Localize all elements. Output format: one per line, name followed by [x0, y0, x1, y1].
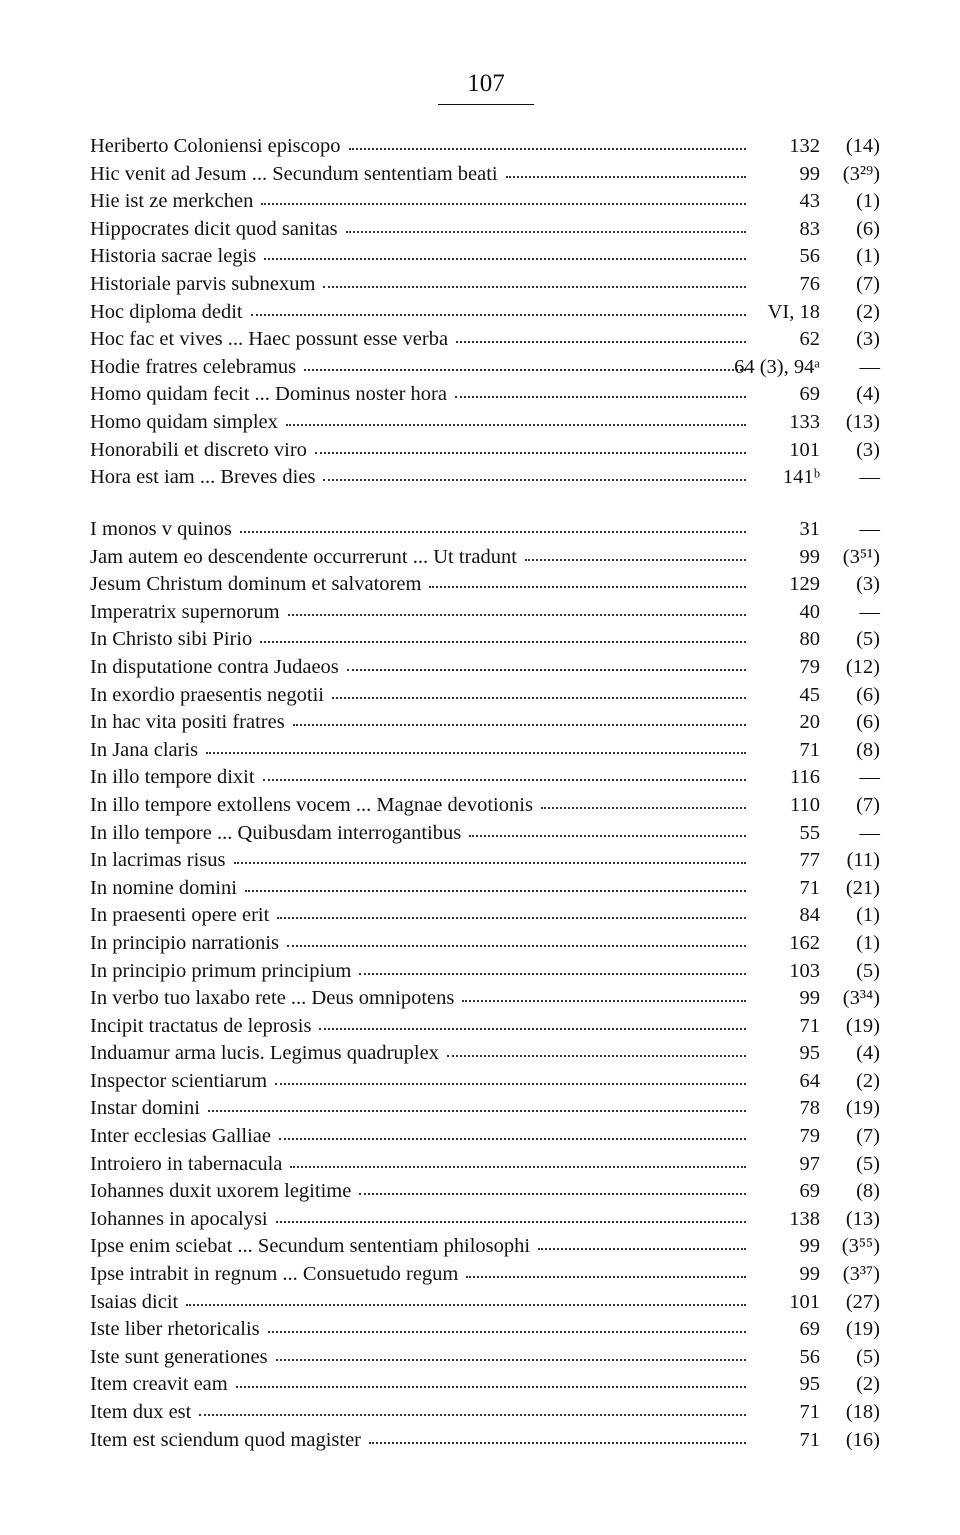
dot-leader — [349, 148, 746, 150]
entry-reference: — — [859, 466, 880, 489]
entry-phrase-line — [90, 1399, 748, 1425]
entry-incipit: In hac vita positi fratres — [90, 711, 285, 734]
entry-page-number: 77 — [799, 849, 820, 872]
index-entry — [84, 847, 884, 875]
entry-phrase-line — [90, 1151, 748, 1177]
entry-phrase-line — [90, 654, 748, 680]
entry-phrase-line — [90, 1178, 748, 1204]
entry-phrase-line — [90, 930, 748, 956]
index-entry — [84, 161, 884, 189]
entry-page-number: 162 — [789, 931, 820, 954]
entry-reference: — — [859, 518, 880, 540]
entry-reference: (6) — [856, 711, 880, 734]
entry-phrase-line — [90, 1206, 748, 1232]
entry-incipit: In illo tempore ... Quibusdam interrogantibus — [90, 821, 462, 844]
entry-incipit: In disputatione contra Judaeos — [90, 655, 339, 678]
entry-reference: (3³⁷) — [842, 1263, 880, 1286]
dot-leader — [287, 945, 746, 947]
index-entry — [84, 1261, 884, 1289]
entry-page-number: 55 — [799, 821, 820, 844]
entry-page-number: VI, 18 — [767, 300, 820, 323]
dot-leader — [276, 1359, 746, 1361]
entry-phrase-line — [90, 764, 748, 790]
entry-page-number: 99 — [799, 1263, 820, 1286]
entry-phrase-line — [90, 847, 748, 873]
entry-reference: (7) — [856, 793, 880, 816]
entry-page-number: 64 — [799, 1069, 820, 1092]
entry-incipit: In verbo tuo laxabo rete ... Deus omnipotens — [90, 987, 455, 1010]
dot-leader — [277, 917, 746, 919]
entry-reference: (19) — [845, 1318, 880, 1341]
entry-incipit: In illo tempore extollens vocem ... Magnae devotionis — [90, 793, 533, 816]
index-entry — [84, 930, 884, 958]
entry-page-number: 79 — [799, 655, 820, 678]
dot-leader — [455, 396, 746, 398]
entry-incipit: Hie ist ze merkchen — [90, 190, 254, 213]
index-entry — [84, 1344, 884, 1372]
entry-incipit: In principio primum principium — [90, 959, 352, 982]
entry-incipit: Ipse intrabit in regnum ... Consuetudo regum — [90, 1263, 459, 1286]
entry-reference: (5) — [856, 1345, 880, 1368]
entry-phrase-line — [90, 1040, 748, 1066]
index-entry — [84, 1399, 884, 1427]
entry-page-number: 62 — [799, 328, 820, 351]
entry-page-number: 99 — [799, 162, 820, 185]
entry-phrase-line — [90, 1068, 748, 1094]
entry-reference: (27) — [845, 1290, 880, 1313]
entry-phrase-line — [90, 1289, 748, 1315]
dot-leader — [236, 1386, 746, 1388]
entry-phrase-line — [90, 1123, 748, 1149]
index-entry — [84, 133, 884, 161]
entry-phrase-line — [90, 133, 748, 159]
dot-leader — [288, 614, 746, 616]
entry-reference: (3) — [856, 438, 880, 461]
index-entry — [84, 299, 884, 327]
entry-page-number: 99 — [799, 1235, 820, 1258]
entry-reference: (13) — [845, 1207, 880, 1230]
index-entry — [84, 1371, 884, 1399]
entry-page-number: 31 — [799, 518, 820, 540]
entry-reference: (4) — [856, 1042, 880, 1065]
entry-reference: (3³⁴) — [842, 987, 880, 1010]
dot-leader — [263, 779, 746, 781]
entry-reference: (4) — [856, 383, 880, 406]
entry-page-number: 69 — [799, 1318, 820, 1341]
index-entry — [84, 243, 884, 271]
entry-phrase-line — [90, 326, 748, 352]
index-entry — [84, 1068, 884, 1096]
index-group-h — [84, 133, 884, 492]
index-entry — [84, 409, 884, 437]
entry-phrase-line — [90, 271, 748, 297]
dot-leader — [346, 231, 746, 233]
entry-reference: — — [859, 766, 880, 789]
entry-incipit: Homo quidam fecit ... Dominus noster hora — [90, 383, 447, 406]
index-entry — [84, 271, 884, 299]
entry-page-number: 56 — [799, 1345, 820, 1368]
entry-page-number: 71 — [799, 876, 820, 899]
entry-reference: (1) — [856, 190, 880, 213]
entry-incipit: In exordio praesentis negotii — [90, 683, 324, 706]
entry-phrase-line — [90, 1371, 748, 1397]
entry-incipit: Hodie fratres celebramus — [90, 355, 297, 378]
entry-incipit: In nomine domini — [90, 876, 237, 899]
entry-page-number: 95 — [799, 1042, 820, 1065]
entry-phrase-line — [90, 571, 748, 597]
entry-reference: (2) — [856, 300, 880, 323]
entry-phrase-line — [90, 1316, 748, 1342]
index-entry — [84, 516, 884, 544]
index-entry — [84, 216, 884, 244]
index-entry — [84, 354, 884, 382]
entry-incipit: Item dux est — [90, 1401, 192, 1423]
entry-page-number: 43 — [799, 190, 820, 213]
entry-page-number: 103 — [789, 959, 820, 982]
dot-leader — [315, 452, 746, 454]
index-entry — [84, 737, 884, 765]
entry-page-number: 116 — [790, 766, 820, 789]
entry-reference: (1) — [856, 245, 880, 268]
entry-incipit: I monos v quinos — [90, 518, 232, 540]
entry-page-number: 76 — [799, 272, 820, 295]
entry-incipit: Item est sciendum quod magister — [90, 1428, 361, 1451]
entry-phrase-line — [90, 216, 748, 242]
entry-incipit: Jam autem eo descendente occurrerunt ... Ut tradunt — [90, 545, 517, 568]
entry-incipit: Iste sunt generationes — [90, 1345, 268, 1368]
dot-leader — [261, 203, 746, 205]
entry-page-number: 99 — [799, 987, 820, 1010]
entry-phrase-line — [90, 188, 748, 214]
entry-phrase-line — [90, 409, 748, 435]
entry-reference: (19) — [845, 1097, 880, 1120]
entry-reference: (19) — [845, 1014, 880, 1037]
entry-incipit: Hora est iam ... Breves dies — [90, 466, 316, 489]
dot-leader — [506, 176, 746, 178]
index-entry — [84, 1123, 884, 1151]
entry-reference: (5) — [856, 628, 880, 651]
entry-phrase-line — [90, 437, 748, 463]
entry-incipit: In lacrimas risus — [90, 849, 226, 872]
dot-leader — [304, 369, 746, 371]
entry-incipit: In praesenti opere erit — [90, 904, 270, 927]
dot-leader — [323, 479, 746, 481]
index-entry — [84, 326, 884, 354]
dot-leader — [240, 531, 746, 533]
entry-reference: (6) — [856, 217, 880, 240]
entry-reference: — — [859, 355, 880, 378]
entry-reference: (2) — [856, 1373, 880, 1396]
entry-incipit: Homo quidam simplex — [90, 410, 278, 433]
dot-leader — [276, 1221, 746, 1223]
entry-reference: (5) — [856, 959, 880, 982]
dot-leader — [268, 1331, 746, 1333]
index-entry — [84, 1151, 884, 1179]
entry-reference: (2) — [856, 1069, 880, 1092]
dot-leader — [293, 724, 746, 726]
index-entry — [84, 571, 884, 599]
dot-leader — [260, 641, 746, 643]
entry-page-number: 80 — [799, 628, 820, 651]
entry-reference: (3) — [856, 328, 880, 351]
entry-phrase-line — [90, 985, 748, 1011]
entry-page-number: 101 — [789, 438, 820, 461]
entry-incipit: Item creavit eam — [90, 1373, 228, 1396]
entry-page-number: 101 — [789, 1290, 820, 1313]
dot-leader — [447, 1055, 746, 1057]
entry-page-number: 40 — [799, 600, 820, 623]
entry-page-number: 71 — [799, 1428, 820, 1451]
entry-phrase-line — [90, 626, 748, 652]
entry-incipit: Heriberto Coloniensi episcopo — [90, 135, 341, 157]
entry-page-number: 71 — [799, 1401, 820, 1423]
entry-incipit: Hippocrates dicit quod sanitas — [90, 217, 338, 240]
entry-reference: (6) — [856, 683, 880, 706]
entry-reference: (3⁵⁵) — [841, 1235, 880, 1258]
dot-leader — [279, 1138, 746, 1140]
entry-phrase-line — [90, 1261, 748, 1287]
entry-page-number: 69 — [799, 383, 820, 406]
entry-reference: — — [859, 821, 880, 844]
entry-phrase-line — [90, 1344, 748, 1370]
entry-page-number: 56 — [799, 245, 820, 268]
entry-page-number: 45 — [799, 683, 820, 706]
entry-page-number: 78 — [799, 1097, 820, 1120]
index-entry — [84, 1316, 884, 1344]
entry-phrase-line — [90, 1427, 748, 1453]
entry-page-number: 64 (3), 94ᵃ — [734, 355, 820, 378]
entry-phrase-line — [90, 902, 748, 928]
entry-incipit: Honorabili et discreto viro — [90, 438, 307, 461]
entry-incipit: Incipit tractatus de leprosis — [90, 1014, 312, 1037]
index-entry — [84, 599, 884, 627]
index-group-i — [84, 516, 884, 1454]
entry-reference: (16) — [845, 1428, 880, 1451]
entry-page-number: 97 — [799, 1152, 820, 1175]
index-entry — [84, 626, 884, 654]
entry-page-number: 79 — [799, 1125, 820, 1148]
dot-leader — [359, 973, 746, 975]
index-entry — [84, 875, 884, 903]
entry-incipit: Inspector scientiarum — [90, 1069, 268, 1092]
entry-incipit: Ipse enim sciebat ... Secundum sententiam philosophi — [90, 1235, 531, 1258]
dot-leader — [245, 890, 746, 892]
index-entry — [84, 792, 884, 820]
entry-phrase-line — [90, 875, 748, 901]
index-entry — [84, 985, 884, 1013]
dot-leader — [359, 1193, 746, 1195]
entry-incipit: Historiale parvis subnexum — [90, 272, 316, 295]
dot-leader — [541, 807, 746, 809]
index-entry — [84, 464, 884, 492]
dot-leader — [290, 1166, 746, 1168]
entry-reference: (11) — [846, 849, 880, 872]
dot-leader — [264, 258, 746, 260]
entry-reference: (1) — [856, 931, 880, 954]
entry-phrase-line — [90, 516, 748, 542]
index-entry — [84, 1178, 884, 1206]
entry-page-number: 133 — [789, 410, 820, 433]
index-entry — [84, 1095, 884, 1123]
entry-page-number: 71 — [799, 1014, 820, 1037]
entry-phrase-line — [90, 792, 748, 818]
entry-reference: — — [859, 600, 880, 623]
entry-phrase-line — [90, 544, 748, 570]
dot-leader — [332, 697, 746, 699]
entry-incipit: Induamur arma lucis. Legimus quadruplex — [90, 1042, 439, 1065]
entry-reference: (7) — [856, 272, 880, 295]
index-entry — [84, 654, 884, 682]
entry-page-number: 129 — [789, 573, 820, 596]
dot-leader — [275, 1083, 746, 1085]
entry-phrase-line — [90, 820, 748, 846]
entry-incipit: Isaias dicit — [90, 1290, 179, 1313]
entry-incipit: In illo tempore dixit — [90, 766, 255, 789]
dot-leader — [199, 1414, 746, 1416]
entry-phrase-line — [90, 299, 748, 325]
entry-incipit: Imperatrix supernorum — [90, 600, 280, 623]
dot-leader — [323, 286, 746, 288]
entry-phrase-line — [90, 682, 748, 708]
entry-phrase-line — [90, 1013, 748, 1039]
index-entry — [84, 1427, 884, 1455]
entry-reference: (13) — [845, 410, 880, 433]
entry-page-number: 95 — [799, 1373, 820, 1396]
dot-leader — [206, 752, 746, 754]
page-number-rule — [438, 104, 534, 105]
dot-leader — [538, 1248, 746, 1250]
dot-leader — [469, 835, 746, 837]
entry-phrase-line — [90, 737, 748, 763]
entry-incipit: Inter ecclesias Galliae — [90, 1125, 271, 1148]
entry-page-number: 71 — [799, 738, 820, 761]
entry-phrase-line — [90, 1095, 748, 1121]
entry-incipit: Hoc diploma dedit — [90, 300, 243, 323]
index-entry — [84, 709, 884, 737]
entry-reference: (21) — [845, 876, 880, 899]
entry-phrase-line — [90, 354, 748, 380]
index-entry — [84, 188, 884, 216]
dot-leader — [462, 1000, 746, 1002]
entry-incipit: Introiero in tabernacula — [90, 1152, 283, 1175]
entry-incipit: In principio narrationis — [90, 931, 280, 954]
index-entry — [84, 958, 884, 986]
entry-incipit: Hic venit ad Jesum ... Secundum sententiam beati — [90, 162, 498, 185]
entry-phrase-line — [90, 464, 748, 490]
entry-reference: (7) — [856, 1125, 880, 1148]
entry-phrase-line — [90, 958, 748, 984]
index-entry — [84, 1013, 884, 1041]
entry-phrase-line — [90, 381, 748, 407]
entry-page-number: 69 — [799, 1180, 820, 1203]
entry-page-number: 141ᵇ — [782, 466, 820, 489]
index-entry — [84, 544, 884, 572]
entry-reference: (1) — [856, 904, 880, 927]
entry-reference: (3) — [856, 573, 880, 596]
entry-reference: (3²⁹) — [842, 162, 880, 185]
dot-leader — [319, 1028, 746, 1030]
dot-leader — [429, 586, 746, 588]
dot-leader — [347, 669, 746, 671]
dot-leader — [186, 1304, 746, 1306]
entry-reference: (3⁵¹) — [842, 545, 880, 568]
index-entry — [84, 682, 884, 710]
dot-leader — [456, 341, 746, 343]
index-entry — [84, 1233, 884, 1261]
entry-page-number: 20 — [799, 711, 820, 734]
entry-incipit: Jesum Christum dominum et salvatorem — [90, 573, 422, 596]
entry-incipit: In Jana claris — [90, 738, 199, 761]
entry-incipit: Iohannes duxit uxorem legitime — [90, 1180, 352, 1203]
index-entry — [84, 902, 884, 930]
entry-reference: (8) — [856, 738, 880, 761]
index-entry — [84, 764, 884, 792]
entry-reference: (12) — [845, 655, 880, 678]
entry-phrase-line — [90, 243, 748, 269]
dot-leader — [208, 1110, 746, 1112]
dot-leader — [251, 314, 746, 316]
page-number: 107 — [467, 70, 505, 97]
entry-phrase-line — [90, 1233, 748, 1259]
entry-incipit: Historia sacrae legis — [90, 245, 257, 268]
index-entry — [84, 1289, 884, 1317]
entry-incipit: Iohannes in apocalysi — [90, 1207, 268, 1230]
entry-page-number: 138 — [789, 1207, 820, 1230]
index-entry — [84, 381, 884, 409]
dot-leader — [286, 424, 746, 426]
entry-page-number: 132 — [789, 135, 820, 157]
entry-incipit: Instar domini — [90, 1097, 200, 1120]
entry-incipit: Hoc fac et vives ... Haec possunt esse verba — [90, 328, 449, 351]
entry-incipit: In Christo sibi Pirio — [90, 628, 253, 651]
entry-page-number: 83 — [799, 217, 820, 240]
entry-reference: (14) — [845, 135, 880, 157]
entry-reference: (8) — [856, 1180, 880, 1203]
dot-leader — [525, 559, 746, 561]
entry-page-number: 99 — [799, 545, 820, 568]
dot-leader — [369, 1442, 746, 1444]
index-entry — [84, 437, 884, 465]
entry-page-number: 84 — [799, 904, 820, 927]
index-entry — [84, 1040, 884, 1068]
entry-phrase-line — [90, 161, 748, 187]
entry-phrase-line — [90, 599, 748, 625]
index-entry — [84, 1206, 884, 1234]
entry-reference: (5) — [856, 1152, 880, 1175]
entry-page-number: 110 — [790, 793, 820, 816]
dot-leader — [234, 862, 747, 864]
entry-incipit: Iste liber rhetoricalis — [90, 1318, 260, 1341]
index-entry — [84, 820, 884, 848]
entry-phrase-line — [90, 709, 748, 735]
entry-reference: (18) — [845, 1401, 880, 1423]
dot-leader — [466, 1276, 746, 1278]
